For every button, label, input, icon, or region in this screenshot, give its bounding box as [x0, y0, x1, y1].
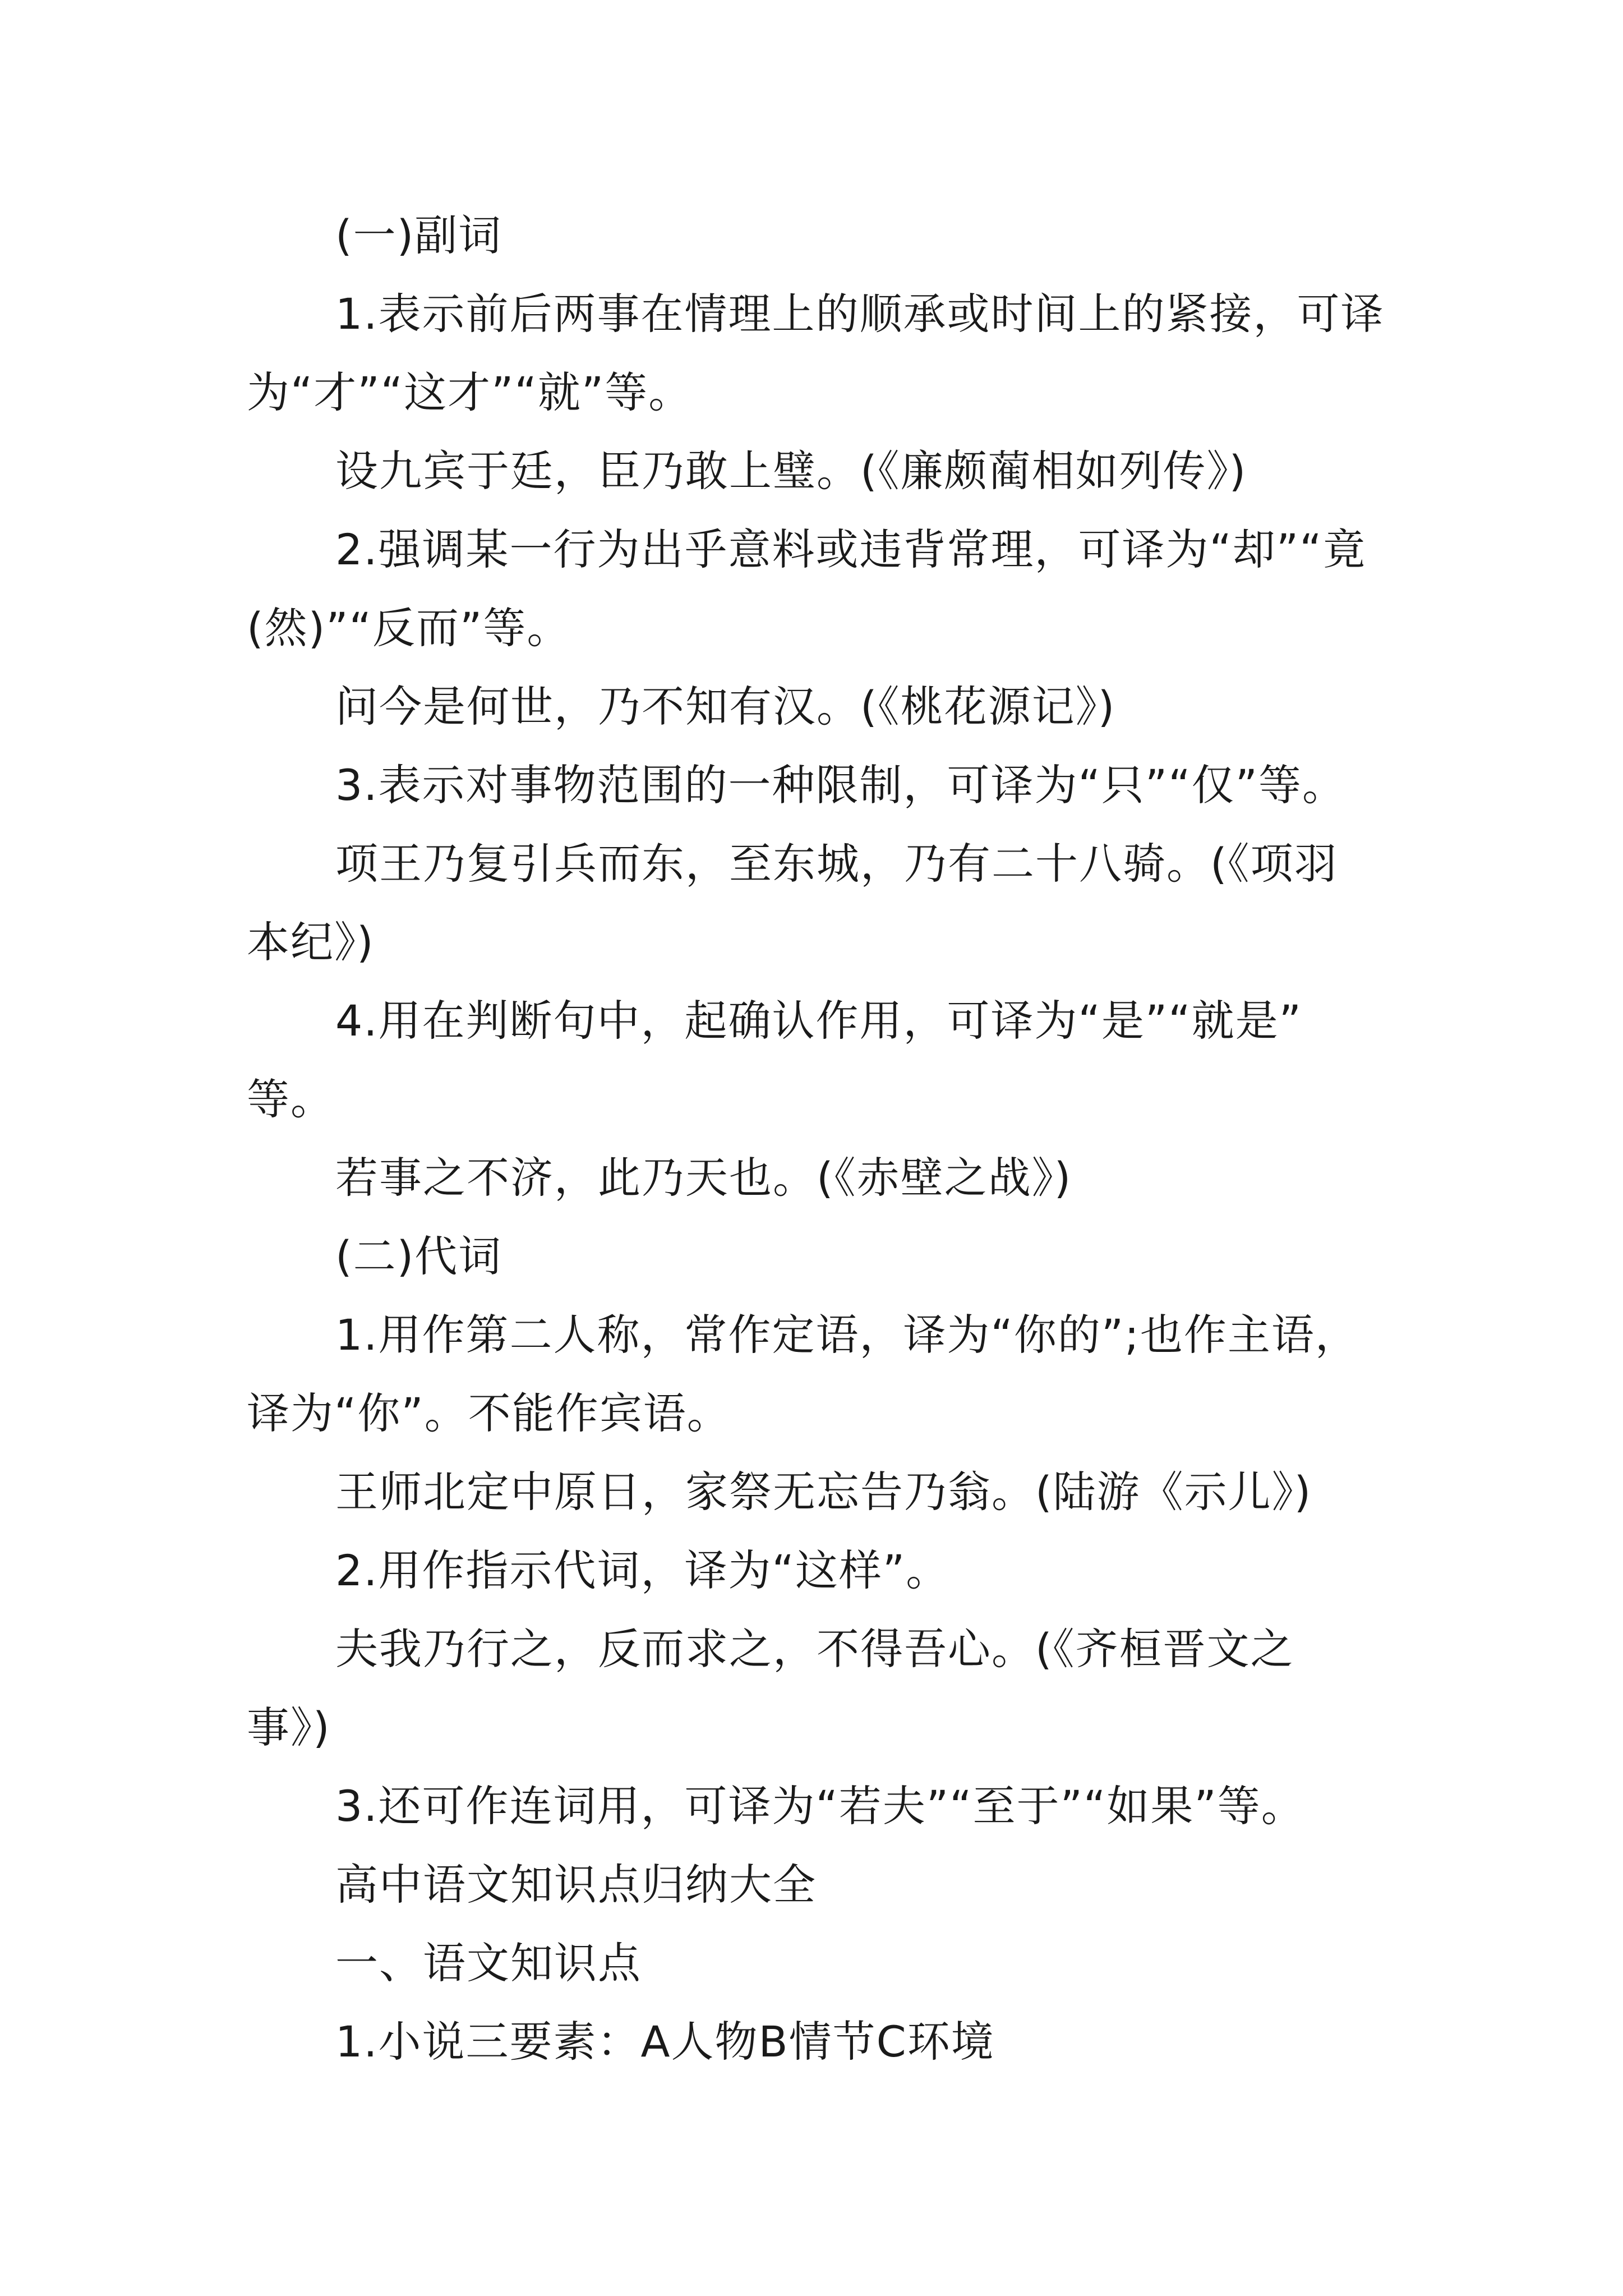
paragraph-line: 译为“你”。不能作宾语。: [247, 1388, 731, 1438]
paragraph-line: 事》): [247, 1703, 331, 1752]
example-sentence: 设九宾于廷，臣乃敢上璧。(《廉颇蔺相如列传》): [335, 446, 1247, 496]
paragraph-line: 2.强调某一行为出乎意料或违背常理，可译为“却”“竟: [335, 524, 1367, 574]
paragraph-line: 1.小说三要素：A人物B情节C环境: [335, 2017, 995, 2067]
section-heading: 一、语文知识点: [335, 1938, 642, 1988]
paragraph-line: 本纪》): [247, 917, 375, 967]
example-sentence: 问今是何世，乃不知有汉。(《桃花源记》): [335, 682, 1116, 731]
example-sentence: 项王乃复引兵而东，至东城，乃有二十八骑。(《项羽: [335, 839, 1338, 889]
paragraph-line: 3.还可作连词用，可译为“若夫”“至于”“如果”等。: [335, 1781, 1305, 1831]
paragraph-line: 等。: [247, 1074, 334, 1124]
example-sentence: 夫我乃行之，反而求之，不得吾心。(《齐桓晋文之: [335, 1624, 1294, 1674]
example-sentence: 若事之不济，此乃天也。(《赤壁之战》): [335, 1153, 1072, 1203]
section-heading-adverb: (一)副词: [335, 210, 502, 260]
section-heading-pronoun: (二)代词: [335, 1231, 502, 1281]
paragraph-line: 1.用作第二人称，常作定语，译为“你的”;也作主语，: [335, 1310, 1359, 1360]
paragraph-line: (然)”“反而”等。: [247, 603, 571, 653]
paragraph-line: 2.用作指示代词，译为“这样”。: [335, 1545, 950, 1595]
paragraph-line: 3.表示对事物范围的一种限制，可译为“只”“仅”等。: [335, 760, 1347, 810]
paragraph-line: 4.用在判断句中，起确认作用，可译为“是”“就是”: [335, 996, 1303, 1046]
example-sentence: 王师北定中原日，家祭无忘告乃翁。(陆游《示儿》): [335, 1467, 1312, 1517]
paragraph-line: 为“才”“这才”“就”等。: [247, 367, 693, 417]
paragraph-line: 1.表示前后两事在情理上的顺承或时间上的紧接，可译: [335, 289, 1385, 339]
document-heading: 高中语文知识点归纳大全: [335, 1860, 817, 1910]
